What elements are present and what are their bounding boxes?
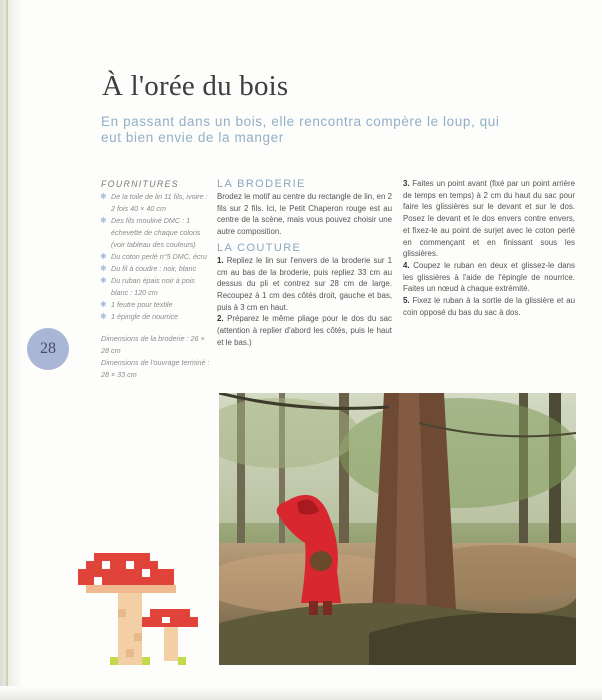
instructions-column-1 — [217, 178, 392, 348]
embroidery-dimensions: Dimensions de la broderie : 26 × 28 cm — [101, 334, 205, 355]
snowflake-icon: ❄ — [100, 264, 107, 273]
materials-item: ❄ 1 feutre pour textile — [100, 300, 173, 309]
couture-heading: LA COUTURE — [217, 241, 302, 254]
page-gutter-shadow — [0, 0, 22, 700]
materials-item: ❄ Du fil à coudre : noir, blanc — [100, 264, 197, 273]
couture-step: 1. Repliez le lin sur l'envers de la broderie sur 1 cm au bas de la broderie, puis repliez 33 cm au dessus du pli et contrez sur 28 cm de large. Recoupez à 1 cm des côtés droit, gauche et bas, puis à 3 cm en haut. — [217, 255, 392, 312]
page-bottom-shade — [0, 686, 602, 700]
page-title: À l'orée du bois — [102, 70, 289, 102]
pixel-mushroom-icon — [78, 553, 202, 665]
broderie-heading: LA BRODERIE — [217, 178, 306, 190]
forest-photo — [219, 393, 576, 665]
materials-item: ❄ De la toile de lin 11 fils, ivoire : 2 fois 40 × 40 cm — [100, 192, 208, 213]
instructions-column-2 — [403, 178, 575, 318]
materials-list — [101, 178, 211, 381]
page-subtitle: En passant dans un bois, elle rencontra compère le loup, qui eut bien envie de la manger — [101, 114, 500, 145]
materials-item: ❄ Du coton perlé n°5 DMC, écru — [100, 252, 207, 261]
broderie-text: Brodez le motif au centre du rectangle de lin, en 2 fils sur 2 fils. Ici, le Petit Chaperon rouge est au centre de la scène, mais vous pouvez choisir une autre composition. — [217, 192, 392, 237]
materials-item: ❄ 1 épingle de nourrice — [100, 312, 179, 321]
materials-heading: FOURNITURES — [101, 179, 179, 189]
couture-step: 5. Fixez le ruban à la sortie de la glissière et au coin opposé du bas du sac à dos. — [403, 296, 575, 317]
finished-dimensions: Dimensions de l'ouvrage terminé : 28 × 33 cm — [101, 358, 210, 379]
snowflake-icon: ❄ — [100, 300, 107, 309]
couture-step: 4. Coupez le ruban en deux et glissez-le dans les glissières à l'aide de l'épingle de nourrice. Faites un nœud à chaque extrémité. — [403, 260, 575, 294]
couture-step: 2. Préparez le même pliage pour le dos du sac (attention à replier d'abord les côtés, puis le haut et le bas.) — [217, 314, 392, 347]
couture-step: 3. Faites un point avant (fixé par un point arrière de temps en temps) à 2 cm du haut du sac pour faire les glissières sur le devant et sur le dos. Posez le devant et le dos envers contre envers, et fixez-le au point de surjet avec le coton perlé en commençant et en finissant sous les glissières. — [403, 179, 575, 259]
materials-item: ❄ Du ruban épais noir à pois blanc : 120 cm — [100, 276, 195, 297]
page-number-badge: 28 — [27, 328, 69, 370]
snowflake-icon: ❄ — [100, 312, 107, 321]
snowflake-icon: ❄ — [100, 216, 107, 225]
snowflake-icon: ❄ — [100, 252, 107, 261]
snowflake-icon: ❄ — [100, 192, 107, 201]
snowflake-icon: ❄ — [100, 276, 107, 285]
materials-item: ❄ Des fils mouliné DMC : 1 échevette de chaque coloris (voir tableau des couleurs) — [100, 216, 201, 249]
page-edge — [6, 0, 8, 700]
